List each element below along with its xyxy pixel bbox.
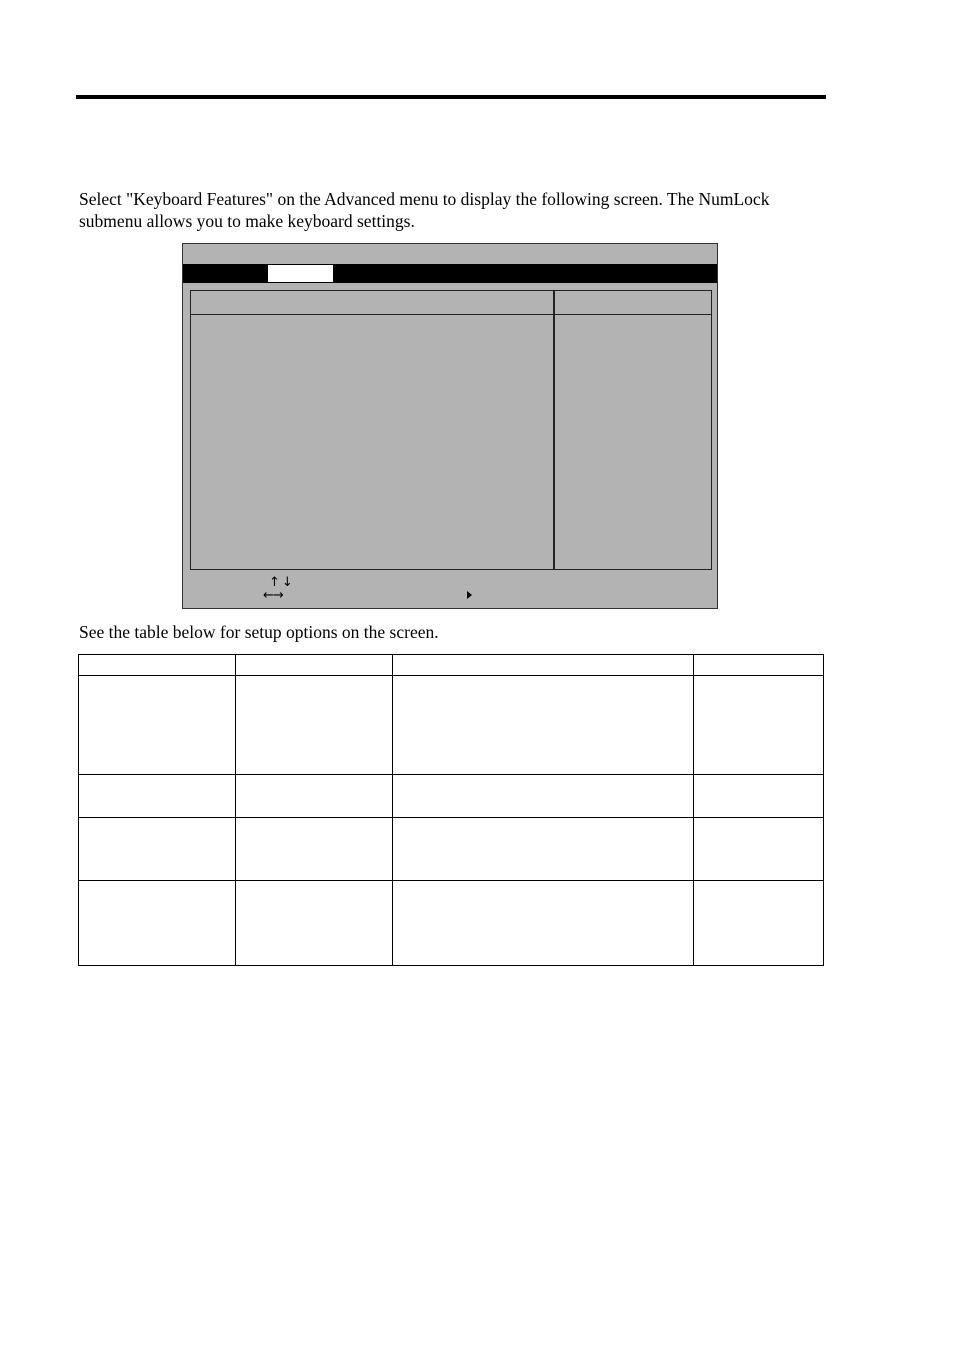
- table-cell: [393, 775, 694, 818]
- table-cell: [236, 818, 393, 881]
- header-cell: [236, 655, 393, 676]
- header-cell: [694, 655, 824, 676]
- table-cell: [236, 775, 393, 818]
- bios-settings-panel: [190, 290, 712, 570]
- table-cell: [694, 818, 824, 881]
- intro-line-2: submenu allows you to make keyboard settings.: [79, 211, 415, 231]
- table-row: [79, 818, 824, 881]
- up-down-arrow-icon: ↑↓: [269, 575, 295, 590]
- table-caption: See the table below for setup options on the screen.: [79, 622, 439, 642]
- table-cell: [694, 676, 824, 775]
- table-header-row: [79, 655, 824, 676]
- left-right-arrow-icon: ←→: [263, 588, 283, 603]
- panel-header-separator: [191, 314, 711, 315]
- header-cell: [79, 655, 236, 676]
- table-cell: [393, 676, 694, 775]
- table-cell: [393, 881, 694, 966]
- table-cell: [393, 818, 694, 881]
- bios-setup-screen: [182, 243, 718, 609]
- header-cell: [393, 655, 694, 676]
- intro-line-1: Select "Keyboard Features" on the Advanced menu to display the following screen. The NumLock: [79, 189, 770, 209]
- triangle-right-icon: [467, 591, 472, 599]
- bios-tab-advanced-selected[interactable]: [268, 265, 333, 282]
- table-cell: [79, 818, 236, 881]
- intro-paragraph: [79, 188, 829, 232]
- bios-menu-bar: [183, 264, 717, 283]
- table-cell: [694, 775, 824, 818]
- table-cell: [236, 676, 393, 775]
- table-cell: [79, 676, 236, 775]
- setup-options-table: [78, 654, 824, 966]
- table-row: [79, 881, 824, 966]
- table-cell: [236, 881, 393, 966]
- navigation-keys: [263, 574, 303, 604]
- table-cell: [694, 881, 824, 966]
- top-rule: [76, 95, 826, 99]
- table-cell: [79, 881, 236, 966]
- table-row: [79, 676, 824, 775]
- table-cell: [79, 775, 236, 818]
- table-row: [79, 775, 824, 818]
- item-help-divider: [553, 291, 555, 569]
